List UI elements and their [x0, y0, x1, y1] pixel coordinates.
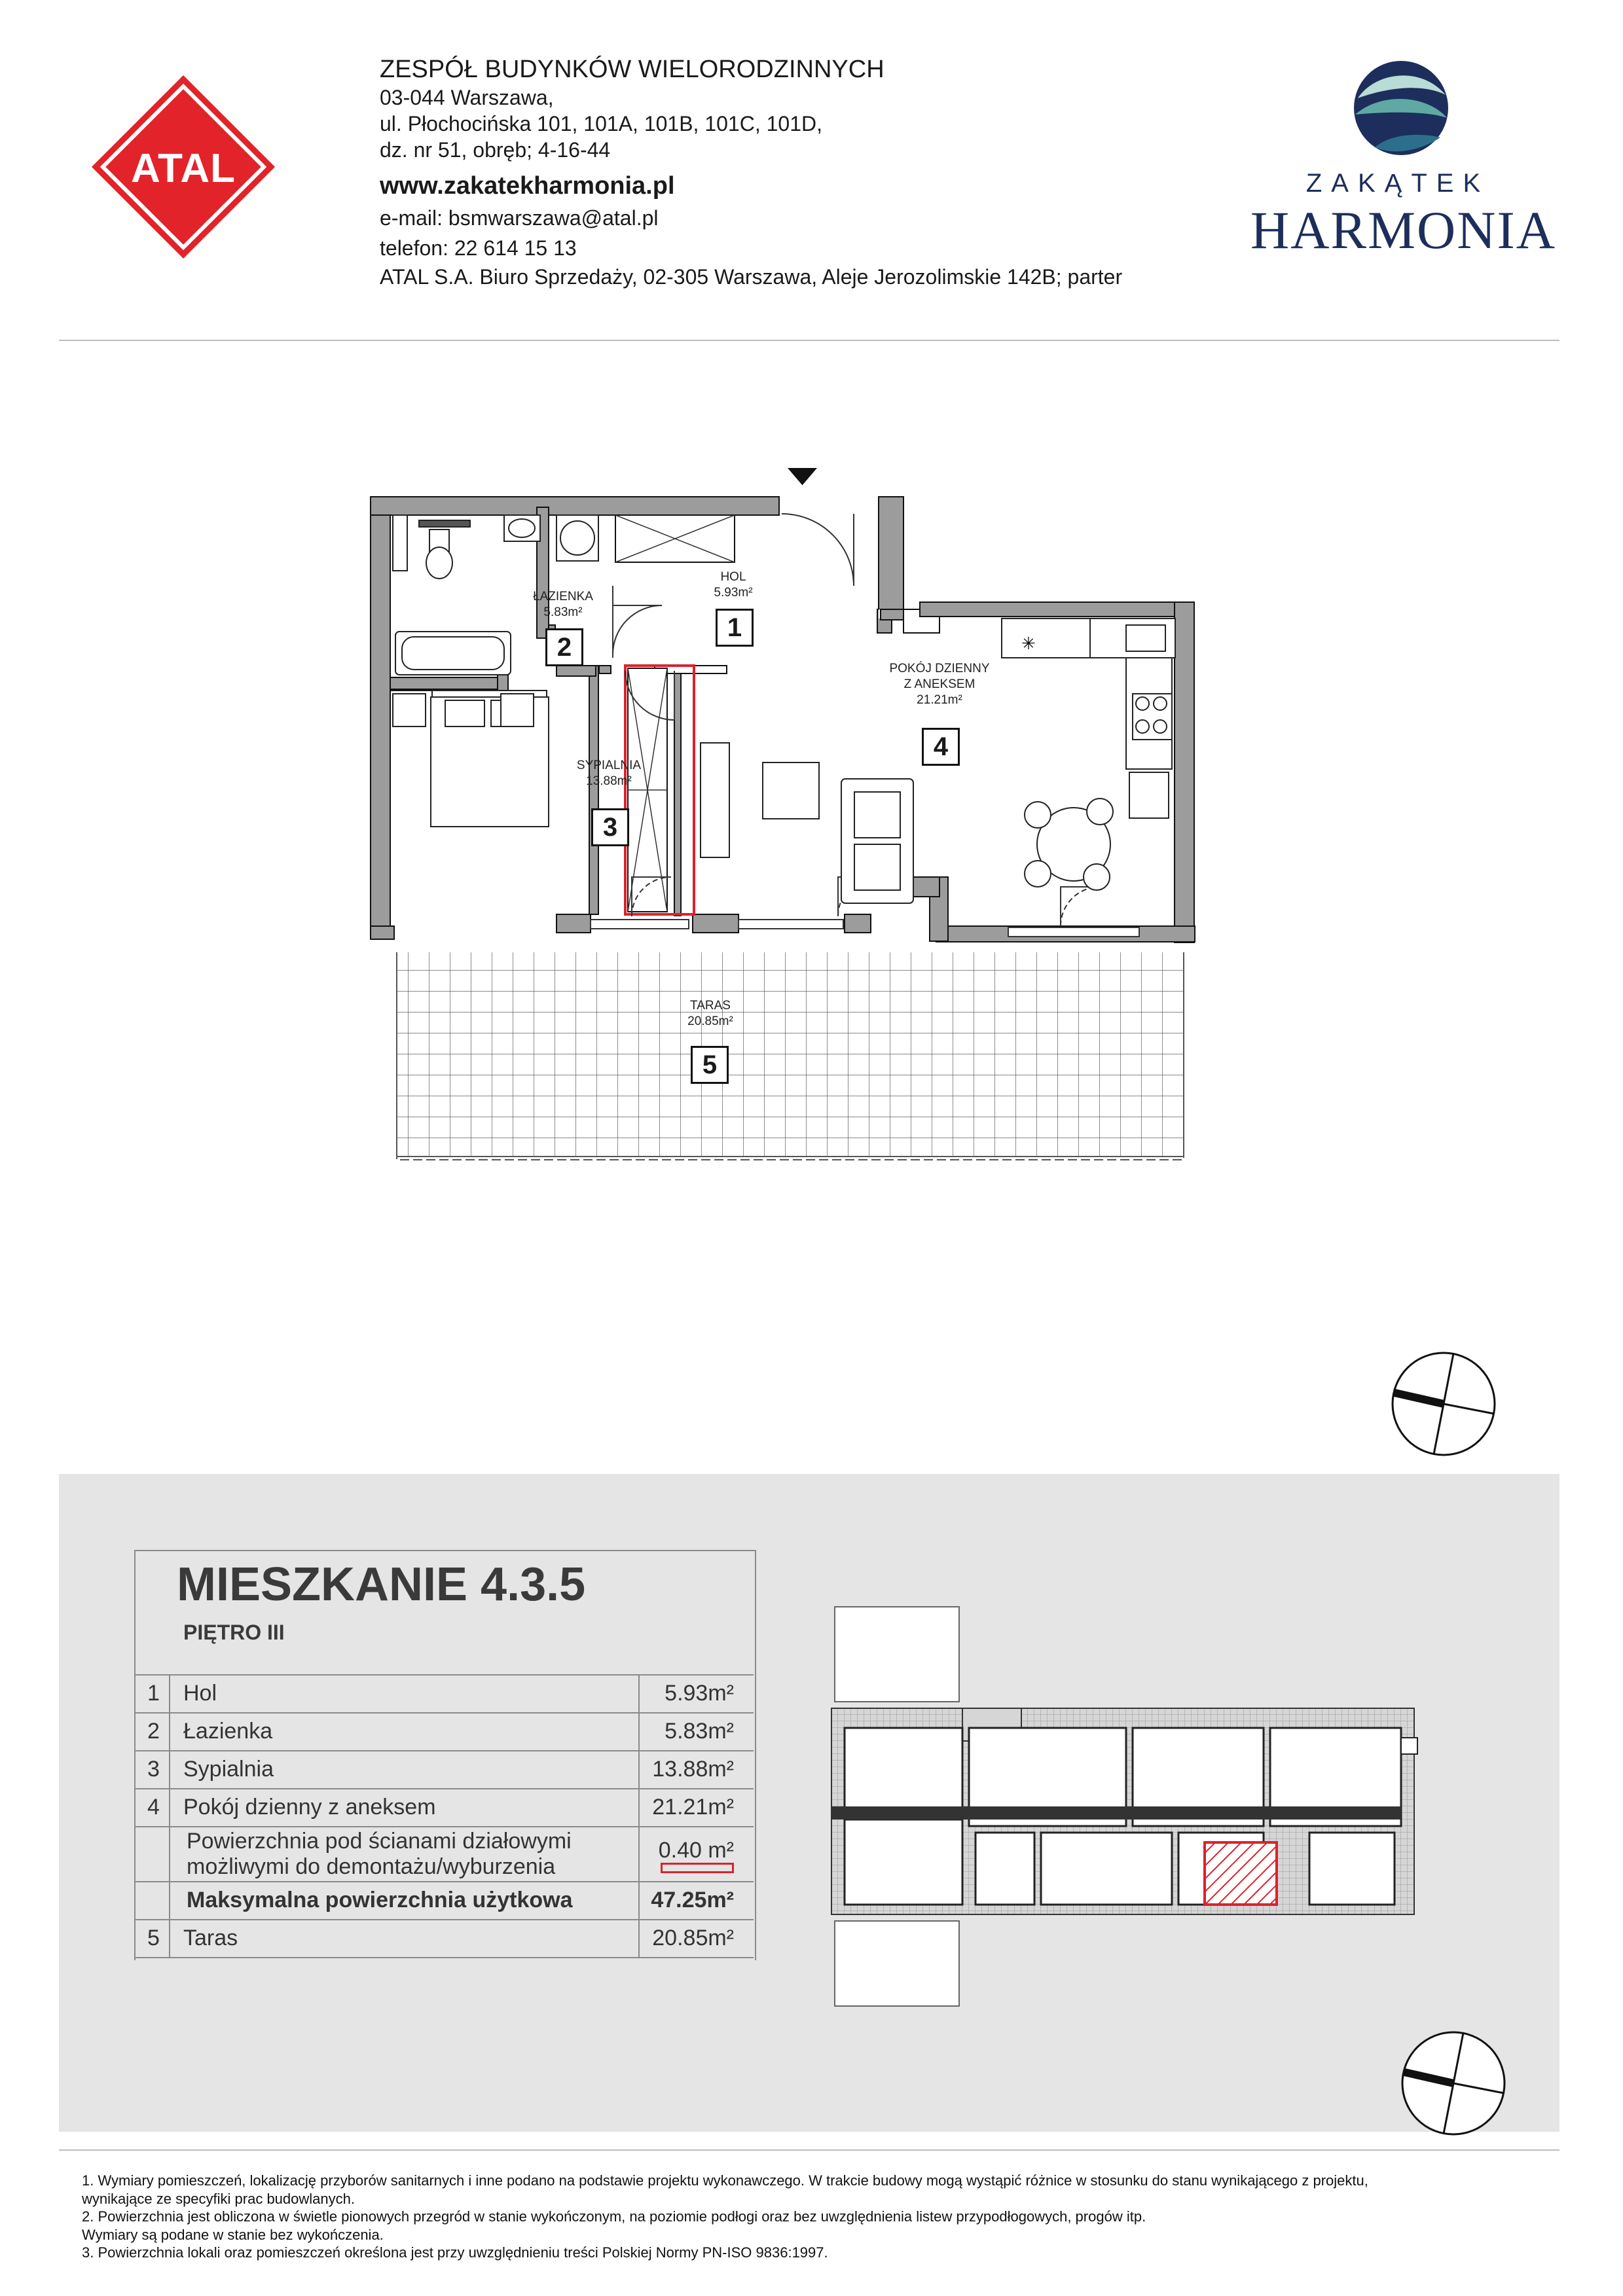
brand-emblem-icon: [1349, 59, 1453, 157]
table-row: 3 Sypialnia 13.88m²: [134, 1750, 754, 1789]
header-email-link[interactable]: e-mail: bsmwarszawa@atal.pl: [380, 206, 659, 230]
table-row-max-area: Maksymalna powierzchnia użytkowa 47.25m²: [134, 1881, 754, 1920]
header-office: ATAL S.A. Biuro Sprzedaży, 02-305 Warszawa, Aleje Jerozolimskie 142B; parter: [380, 265, 1123, 289]
apartment-floor: PIĘTRO III: [183, 1621, 285, 1644]
table-row-partition: Powierzchnia pod ścianami działowymi możliwymi do demontażu/wyburzenia 0.40 m²: [134, 1826, 754, 1882]
atal-logo-text: ATAL: [130, 146, 236, 191]
header-phone: telefon: 22 614 15 13: [380, 236, 577, 260]
table-row: 1 Hol 5.93m²: [134, 1674, 754, 1713]
apartment-title: MIESZKANIE 4.3.5: [177, 1558, 586, 1611]
room-label-lazienka: ŁAZIENKA 5.83m²: [533, 590, 593, 619]
room-number-2: 2: [545, 628, 583, 666]
header-title: ZESPÓŁ BUDYNKÓW WIELORODZINNYCH: [380, 56, 884, 83]
footnote-1b: wynikające ze specyfiki prac budowlanych.: [82, 2190, 355, 2207]
atal-logo: [88, 72, 278, 262]
footnote-3: 3. Powierzchnia lokali oraz pomieszczeń określona jest przy uwzględnieniu treści Polskiej Normy PN-ISO 9836:1997.: [82, 2244, 828, 2261]
footnote-2b: Wymiary są podane w stanie bez wykończenia.: [82, 2226, 384, 2243]
floor-key-plan: [812, 1597, 1434, 2016]
header-website-link[interactable]: www.zakatekharmonia.pl: [380, 172, 675, 200]
room-label-sypialnia: SYPIALNIA 13.88m²: [576, 759, 642, 788]
tv-stand-icon: [701, 743, 729, 857]
compass-icon: [1398, 2028, 1509, 2139]
room-number-1: 1: [716, 609, 754, 647]
entrance-arrow-icon: [788, 468, 817, 485]
room-number-4: 4: [922, 728, 960, 766]
table-col-rule: [638, 1674, 640, 1957]
room-number-3: 3: [591, 808, 629, 846]
room-label-taras: TARAS 20.85m²: [687, 999, 733, 1028]
extractor-icon: ✳: [1021, 634, 1036, 654]
footnote-1a: 1. Wymiary pomieszczeń, lokalizację przyborów sanitarnych i inne podano na podstawie projektu wykonawczego. W trakcie budowy mogą wystąpić różnice w stosunku do stanu wynikającego z projektu,: [82, 2172, 1368, 2189]
terrace-tiles: [397, 941, 1184, 1157]
header-divider: [59, 340, 1559, 341]
header-address-3: dz. nr 51, obręb; 4-16-44: [380, 138, 611, 162]
compass-icon: [1388, 1348, 1499, 1460]
footnote-2a: 2. Powierzchnia jest obliczona w świetle pionowych przegród w stanie wykończonym, na poziomie podłogi oraz bez uwzględnienia listew przypodłogowych, progów itp.: [82, 2208, 1146, 2225]
room-label-hol: HOL 5.93m²: [714, 570, 753, 600]
table-row: 2 Łazienka 5.83m²: [134, 1712, 754, 1751]
floor-plan: [367, 468, 1218, 1168]
footnotes: [82, 2172, 1548, 2262]
room-label-pokoj: POKÓJ DZIENNY Z ANEKSEM 21.21m²: [889, 662, 990, 707]
header-address-2: ul. Płochocińska 101, 101A, 101B, 101C, 101D,: [380, 112, 822, 135]
room-number-5: 5: [691, 1046, 729, 1084]
table-icon: [763, 762, 819, 819]
table-row: 4 Pokój dzienny z aneksem 21.21m²: [134, 1788, 754, 1827]
table-col-rule: [169, 1674, 170, 1957]
brand-logo: [1250, 59, 1556, 262]
brand-name-bottom: HARMONIA: [1250, 200, 1556, 260]
partition-legend-swatch: [661, 1863, 734, 1873]
brand-name-top: ZAKĄTEK: [1305, 169, 1490, 198]
header-address-1: 03-044 Warszawa,: [380, 86, 554, 109]
footer-divider: [59, 2149, 1559, 2151]
table-row: 5 Taras 20.85m²: [134, 1919, 754, 1958]
apartment-location-marker: [1205, 1842, 1277, 1905]
cabinet-icon: [1129, 772, 1169, 818]
